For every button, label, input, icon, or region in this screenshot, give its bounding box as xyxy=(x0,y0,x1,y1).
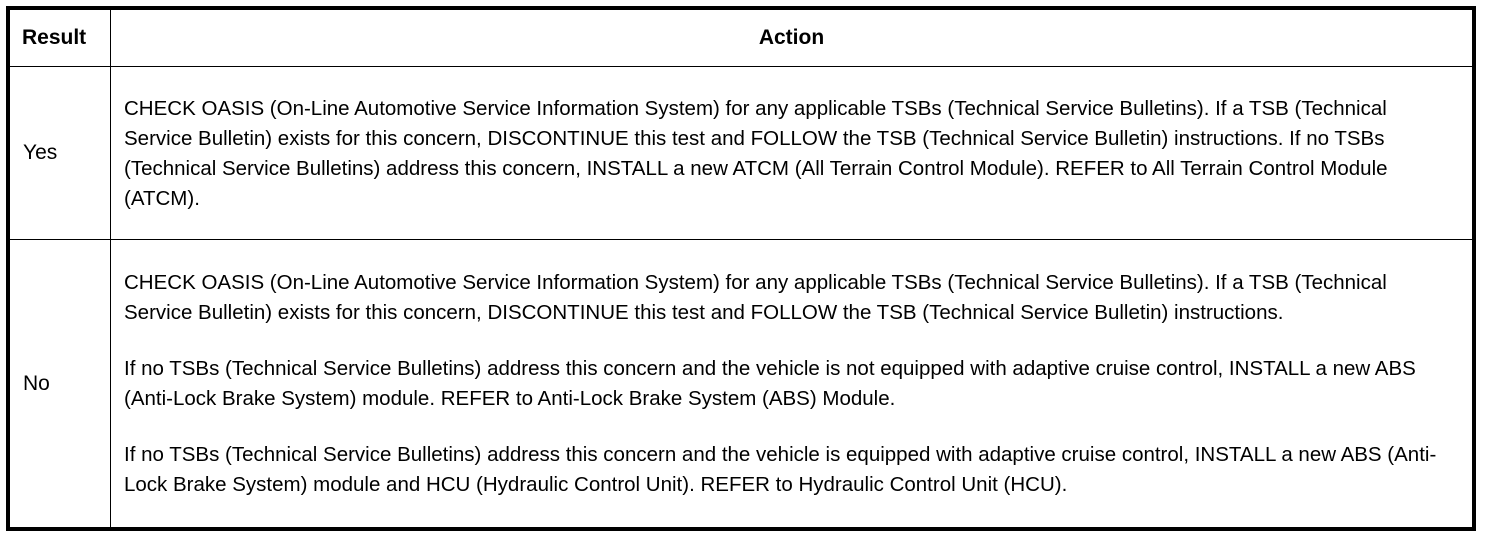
result-cell-yes: Yes xyxy=(10,67,111,240)
action-paragraph: CHECK OASIS (On-Line Automotive Service Information System) for any applicable TSBs (Technical Service Bulletins). If a TSB (Technical Service Bulletin) exists for this concern, DISCONTINUE this test and FOLLOW the TSB (Technical Service Bulletin) instructions. xyxy=(124,271,1387,324)
action-paragraph: If no TSBs (Technical Service Bulletins) address this concern and the vehicle is equipped with adaptive cruise control, INSTALL a new ABS (Anti-Lock Brake System) module and HCU (Hydraulic Control Unit). REFER to Hydraulic Control Unit (HCU). xyxy=(124,443,1437,496)
action-paragraph: CHECK OASIS (On-Line Automotive Service Information System) for any applicable TSBs (Technical Service Bulletins). If a TSB (Technical Service Bulletin) exists for this concern, DISCONTINUE this test and FOLLOW the TSB (Technical Service Bulletin) instructions. If no TSBs (Technical Service Bulletins) address this concern, INSTALL a new ATCM (All Terrain Control Module). REFER to All Terrain Control Module (ATCM). xyxy=(124,96,1388,210)
result-column-header: Result xyxy=(10,10,111,67)
result-cell-no: No xyxy=(10,240,111,528)
table xyxy=(9,9,1473,528)
table-row-yes xyxy=(10,67,1473,240)
action-cell-no xyxy=(111,240,1473,528)
result-action-table xyxy=(6,6,1476,531)
action-column-header: Action xyxy=(111,10,1473,67)
action-paragraph: If no TSBs (Technical Service Bulletins) address this concern and the vehicle is not equipped with adaptive cruise control, INSTALL a new ABS (Anti-Lock Brake System) module. REFER to Anti-Lock Brake System (ABS) Module. xyxy=(124,357,1416,410)
action-cell-yes xyxy=(111,67,1473,240)
header-row xyxy=(10,10,1473,67)
table-row-no xyxy=(10,240,1473,528)
